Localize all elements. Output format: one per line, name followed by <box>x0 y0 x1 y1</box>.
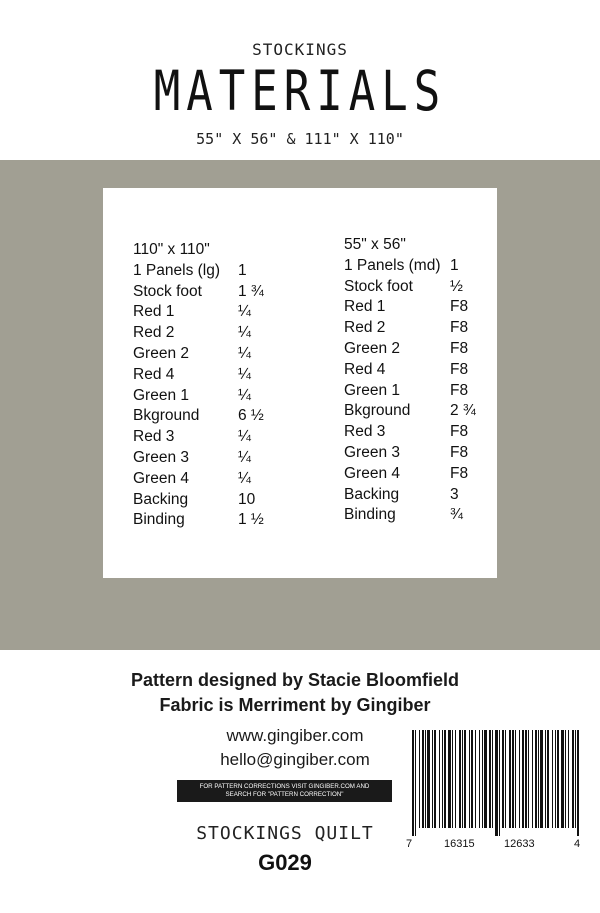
material-name: Stock foot <box>344 277 413 295</box>
material-qty: 1 ¾ <box>238 282 264 300</box>
barcode-bar <box>505 730 506 828</box>
barcode-bar <box>535 730 537 828</box>
barcode-digit-group: 16315 <box>444 838 475 850</box>
barcode-bar <box>540 730 543 828</box>
barcode-bar <box>471 730 473 828</box>
material-list <box>133 261 264 531</box>
material-row <box>344 339 476 360</box>
material-name: Red 2 <box>344 319 386 337</box>
material-row <box>344 422 476 443</box>
barcode <box>406 730 586 850</box>
barcode-bar <box>532 730 533 828</box>
material-row <box>133 469 264 490</box>
material-qty: ¼ <box>238 469 251 487</box>
material-qty: 1 <box>238 261 247 279</box>
material-name: Backing <box>133 490 189 508</box>
quilt-name: STOCKINGS QUILT <box>196 823 374 844</box>
material-row <box>133 302 264 323</box>
barcode-digits <box>406 838 586 852</box>
size-heading: 55" x 56" <box>344 236 406 253</box>
material-name: Binding <box>133 511 185 529</box>
fabric-credit: Fabric is Merriment by Gingiber <box>159 695 431 715</box>
material-qty: F8 <box>450 381 469 399</box>
material-row <box>133 448 264 469</box>
material-qty: F8 <box>450 339 469 357</box>
material-name: Stock foot <box>133 282 202 300</box>
material-name: Red 1 <box>133 303 175 321</box>
material-name: Red 4 <box>344 360 386 378</box>
materials-band <box>0 160 600 650</box>
barcode-bar <box>522 730 524 828</box>
size-heading: 110" x 110" <box>133 241 210 258</box>
material-name: Red 3 <box>344 423 386 441</box>
material-qty: F8 <box>450 298 469 316</box>
barcode-bar <box>432 730 433 828</box>
barcode-bar <box>419 730 420 828</box>
material-list <box>344 256 476 526</box>
material-name: 1 Panels (lg) <box>133 261 221 279</box>
material-name: Green 2 <box>133 344 190 362</box>
material-name: Bkground <box>133 407 200 425</box>
barcode-bar <box>515 730 516 828</box>
barcode-bar <box>545 730 546 828</box>
material-qty: ¼ <box>238 448 251 466</box>
material-row <box>344 277 476 298</box>
notice-line: SEARCH FOR "PATTERN CORRECTION" <box>225 790 344 798</box>
material-qty: 3 <box>450 485 459 503</box>
barcode-bar <box>452 730 453 828</box>
barcode-bar <box>459 730 461 828</box>
footer <box>0 650 600 913</box>
barcode-bar <box>572 730 574 828</box>
barcode-bar <box>538 730 539 828</box>
barcode-bar <box>412 730 414 836</box>
material-qty: F8 <box>450 443 469 461</box>
material-row <box>133 323 264 344</box>
barcode-bar <box>475 730 476 828</box>
barcode-bar <box>575 730 576 828</box>
notice-line: FOR PATTERN CORRECTIONS VISIT GINGIBER.COM AND <box>199 783 370 790</box>
corrections-notice <box>177 780 392 802</box>
material-qty: ¾ <box>450 506 463 524</box>
material-qty: ¼ <box>238 386 251 404</box>
material-row <box>344 485 476 506</box>
material-qty: ¼ <box>238 428 251 446</box>
barcode-bar <box>427 730 430 828</box>
material-name: Green 2 <box>344 339 401 357</box>
barcode-bar <box>482 730 483 828</box>
barcode-bar <box>555 730 556 828</box>
barcode-bar <box>448 730 451 828</box>
material-name: Bkground <box>344 402 411 420</box>
materials-small-column <box>344 235 476 526</box>
material-row <box>133 365 264 386</box>
material-name: Red 4 <box>133 365 175 383</box>
email-link[interactable]: hello@gingiber.com <box>220 750 370 769</box>
barcode-bar <box>502 730 504 828</box>
material-row <box>133 510 264 531</box>
material-row <box>344 464 476 485</box>
material-qty: ¼ <box>238 303 251 321</box>
barcode-digit-group: 12633 <box>504 838 535 850</box>
barcode-bar <box>434 730 436 828</box>
material-row <box>133 344 264 365</box>
material-row <box>133 406 264 427</box>
material-row <box>133 386 264 407</box>
material-row <box>133 490 264 511</box>
material-row <box>344 443 476 464</box>
barcode-bar <box>462 730 463 828</box>
barcode-bar <box>499 730 500 836</box>
material-name: Red 1 <box>344 298 386 316</box>
barcode-bar <box>568 730 569 828</box>
material-name: Red 2 <box>133 324 175 342</box>
material-row <box>344 297 476 318</box>
barcode-bar <box>469 730 470 828</box>
barcode-bar <box>557 730 559 828</box>
barcode-bar <box>464 730 466 828</box>
barcode-bar <box>484 730 487 828</box>
material-qty: 10 <box>238 490 256 508</box>
barcode-bar <box>479 730 480 828</box>
material-row <box>133 282 264 303</box>
material-qty: ½ <box>450 277 463 295</box>
website-link[interactable]: www.gingiber.com <box>226 726 364 745</box>
material-name: Green 4 <box>344 464 401 482</box>
barcode-bar <box>415 730 416 836</box>
material-name: Green 3 <box>133 448 190 466</box>
barcode-bars <box>406 730 586 836</box>
material-name: 1 Panels (md) <box>344 256 441 274</box>
material-row <box>344 256 476 277</box>
material-qty: ¼ <box>238 344 251 362</box>
material-name: Green 1 <box>133 386 190 404</box>
barcode-bar <box>442 730 443 828</box>
barcode-bar <box>528 730 529 828</box>
barcode-bar <box>525 730 527 828</box>
material-name: Green 4 <box>133 469 190 487</box>
barcode-bar <box>439 730 440 828</box>
material-name: Backing <box>344 485 400 503</box>
designer-credit: Pattern designed by Stacie Bloomfield <box>130 670 460 690</box>
barcode-bar <box>519 730 520 828</box>
barcode-bar <box>422 730 424 828</box>
pattern-code: G029 <box>258 850 312 875</box>
page-title: MATERIALS <box>153 60 447 124</box>
material-qty: F8 <box>450 464 469 482</box>
barcode-bar <box>577 730 579 836</box>
material-qty: 1 ½ <box>238 511 264 529</box>
barcode-bar <box>561 730 564 828</box>
material-row <box>344 381 476 402</box>
material-qty: ¼ <box>238 324 251 342</box>
materials-large-column <box>133 240 264 531</box>
material-qty: 2 ¾ <box>450 402 476 420</box>
material-row <box>344 318 476 339</box>
material-qty: F8 <box>450 423 469 441</box>
column-heading <box>133 240 264 261</box>
material-row <box>344 505 476 526</box>
material-qty: ¼ <box>238 365 251 383</box>
material-row <box>344 360 476 381</box>
material-qty: F8 <box>450 360 469 378</box>
material-name: Binding <box>344 506 396 524</box>
barcode-bar <box>455 730 456 828</box>
material-qty: 6 ½ <box>238 407 264 425</box>
material-name: Red 3 <box>133 428 175 446</box>
material-qty: F8 <box>450 319 469 337</box>
materials-panel <box>103 188 497 578</box>
barcode-bar <box>444 730 446 828</box>
material-name: Green 3 <box>344 443 401 461</box>
material-row <box>133 427 264 448</box>
material-row <box>344 401 476 422</box>
column-heading <box>344 235 476 256</box>
barcode-bar <box>552 730 553 828</box>
barcode-bar <box>495 730 498 836</box>
barcode-digit-group: 7 <box>406 838 413 850</box>
barcode-digit-group: 4 <box>574 838 581 850</box>
barcode-bar <box>425 730 426 828</box>
barcode-bar <box>547 730 549 828</box>
quilt-sizes: 55" X 56" & 111" X 110" <box>196 130 404 148</box>
barcode-bar <box>489 730 491 828</box>
header <box>0 0 600 160</box>
barcode-bar <box>512 730 514 828</box>
material-row <box>133 261 264 282</box>
material-name: Green 1 <box>344 381 401 399</box>
material-qty: 1 <box>450 256 459 274</box>
barcode-bar <box>492 730 493 828</box>
barcode-bar <box>509 730 511 828</box>
pattern-kicker: STOCKINGS <box>252 40 348 59</box>
barcode-bar <box>565 730 566 828</box>
